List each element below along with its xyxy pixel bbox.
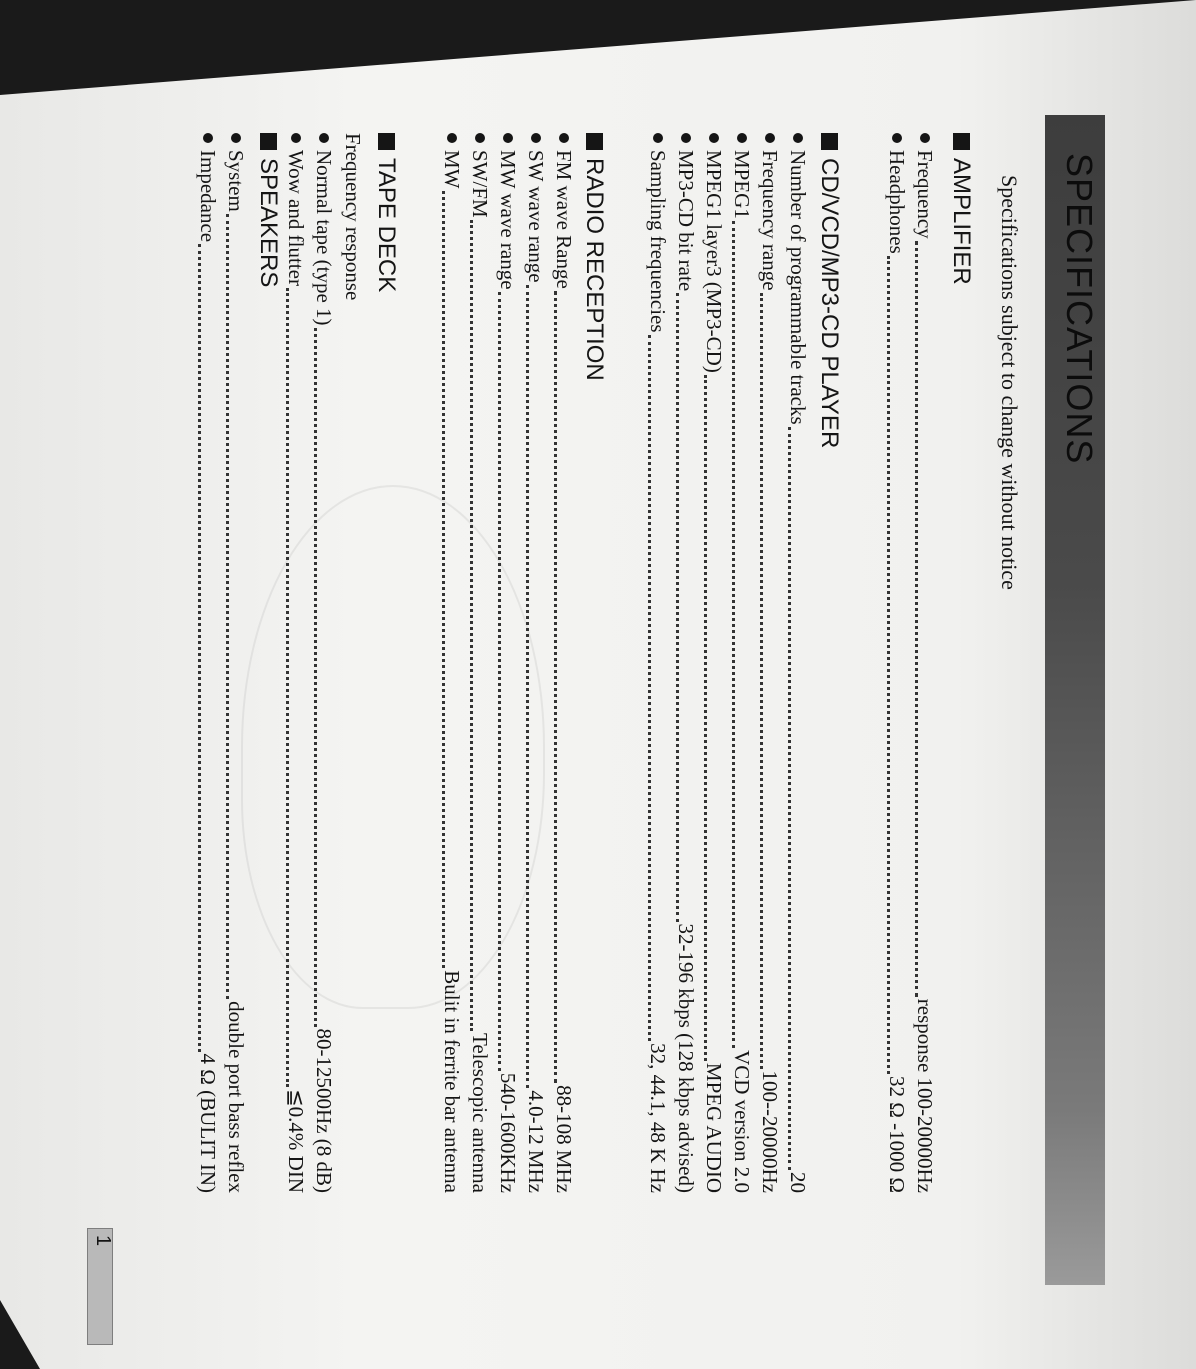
spec-label: Frequency bbox=[913, 150, 937, 239]
leader-dots bbox=[227, 214, 236, 999]
spec-label: Impedance bbox=[196, 150, 220, 243]
leader-dots bbox=[649, 335, 658, 1042]
spec-label: FM wave Range bbox=[552, 150, 576, 289]
section-heading-speakers: SPEAKERS bbox=[254, 133, 282, 287]
spec-value: 4 Ω (BULIT IN) bbox=[196, 1053, 220, 1193]
spec-row bbox=[784, 133, 812, 1193]
leader-dots bbox=[199, 244, 208, 1051]
spec-row bbox=[282, 133, 310, 1193]
specifications-page bbox=[92, 85, 1105, 1350]
bullet-icon bbox=[203, 133, 213, 143]
spec-value: ≦0.4% DIN bbox=[284, 1089, 308, 1193]
spec-value: VCD version 2.0 bbox=[730, 1050, 754, 1193]
spec-label: SW/FM bbox=[468, 150, 492, 218]
section-heading-cd-player: CD/VCD/MP3-CD PLAYER bbox=[815, 133, 843, 448]
leader-dots bbox=[287, 288, 296, 1087]
change-notice: Specifications subject to change without notice bbox=[997, 175, 1022, 590]
spec-row bbox=[222, 133, 250, 1193]
bullet-icon bbox=[531, 133, 541, 143]
bullet-icon bbox=[231, 133, 241, 143]
bullet-icon bbox=[653, 133, 663, 143]
spec-row bbox=[494, 133, 522, 1193]
spec-value: 88-108 MHz bbox=[552, 1085, 576, 1193]
spec-row bbox=[883, 133, 911, 1193]
leader-dots bbox=[916, 241, 925, 997]
spec-value: Bulit in ferrite bar antenna bbox=[440, 970, 464, 1193]
spec-label: Number of programmable tracks bbox=[786, 150, 810, 425]
spec-row bbox=[644, 133, 672, 1193]
spec-label: SW wave range bbox=[524, 150, 548, 283]
spec-row bbox=[310, 133, 338, 1193]
leader-dots bbox=[888, 256, 897, 1074]
spec-label: System bbox=[224, 150, 248, 212]
section-heading-amplifier: AMPLIFIER bbox=[947, 133, 975, 285]
leader-dots bbox=[471, 220, 480, 1031]
spec-label: MPEG1 bbox=[730, 150, 754, 219]
leader-dots bbox=[677, 293, 686, 921]
spec-row bbox=[756, 133, 784, 1193]
spec-value: 80-12500Hz (8 dB) bbox=[312, 1028, 336, 1193]
spec-value: 32 Ω -1000 Ω bbox=[885, 1076, 909, 1193]
leader-dots bbox=[499, 292, 508, 1071]
spec-label: MPEG1 layer3 (MP3-CD) bbox=[702, 150, 726, 373]
spec-row bbox=[728, 133, 756, 1193]
bullet-icon bbox=[447, 133, 457, 143]
spec-value: double port bass reflex bbox=[224, 1001, 248, 1193]
leader-dots bbox=[761, 293, 770, 1069]
page-title: SPECIFICATIONS bbox=[1059, 153, 1100, 465]
spec-label: Headphones bbox=[885, 150, 909, 254]
spec-row bbox=[438, 133, 466, 1193]
leader-dots bbox=[733, 221, 742, 1048]
bullet-icon bbox=[681, 133, 691, 143]
spec-label: MP3-CD bit rate bbox=[674, 150, 698, 292]
spec-row bbox=[522, 133, 550, 1193]
page-number: 1 bbox=[92, 1235, 114, 1247]
spec-row bbox=[466, 133, 494, 1193]
title-bar bbox=[1045, 115, 1105, 1285]
bullet-icon bbox=[503, 133, 513, 143]
bullet-icon bbox=[920, 133, 930, 143]
spec-value: 32, 44.1, 48 K Hz bbox=[646, 1043, 670, 1193]
spec-row bbox=[672, 133, 700, 1193]
spec-value: MPEG AUDIO bbox=[702, 1062, 726, 1193]
spec-value: 20 bbox=[786, 1172, 810, 1193]
tape-subheading: Frequency response bbox=[341, 133, 365, 301]
spec-value: 4.0-12 MHz bbox=[524, 1090, 548, 1193]
spec-row bbox=[550, 133, 578, 1193]
section-heading-tape-deck: TAPE DECK bbox=[372, 133, 400, 292]
spec-row bbox=[700, 133, 728, 1193]
spec-row bbox=[911, 133, 939, 1193]
spec-label: Sampling frequencies bbox=[646, 150, 670, 333]
bullet-icon bbox=[319, 133, 329, 143]
spec-label: Wow and flutter bbox=[284, 150, 308, 286]
leader-dots bbox=[315, 328, 324, 1027]
spec-value: response 100-20000Hz bbox=[913, 998, 937, 1193]
spec-row bbox=[194, 133, 222, 1193]
spec-value: 540-1600KHz bbox=[496, 1072, 520, 1193]
section-heading-radio: RADIO RECEPTION bbox=[580, 133, 608, 381]
leader-dots bbox=[527, 285, 536, 1089]
leader-dots bbox=[705, 375, 714, 1061]
leader-dots bbox=[443, 191, 452, 969]
spec-value: 32-196 kbps (128 kbps advised) bbox=[674, 923, 698, 1193]
spec-value: 100--20000Hz bbox=[758, 1070, 782, 1193]
bullet-icon bbox=[737, 133, 747, 143]
page-number-box bbox=[87, 1228, 113, 1345]
bullet-icon bbox=[793, 133, 803, 143]
bullet-icon bbox=[559, 133, 569, 143]
spec-label: MW wave range bbox=[496, 150, 520, 290]
bullet-icon bbox=[765, 133, 775, 143]
spec-label: MW bbox=[440, 150, 464, 189]
spec-label: Frequency range bbox=[758, 150, 782, 291]
bullet-icon bbox=[291, 133, 301, 143]
spec-value: Telescopic antenna bbox=[468, 1032, 492, 1193]
spec-label: Normal tape (type 1) bbox=[312, 150, 336, 326]
leader-dots bbox=[789, 427, 798, 1170]
bullet-icon bbox=[475, 133, 485, 143]
bullet-icon bbox=[709, 133, 719, 143]
leader-dots bbox=[555, 291, 564, 1083]
bullet-icon bbox=[892, 133, 902, 143]
